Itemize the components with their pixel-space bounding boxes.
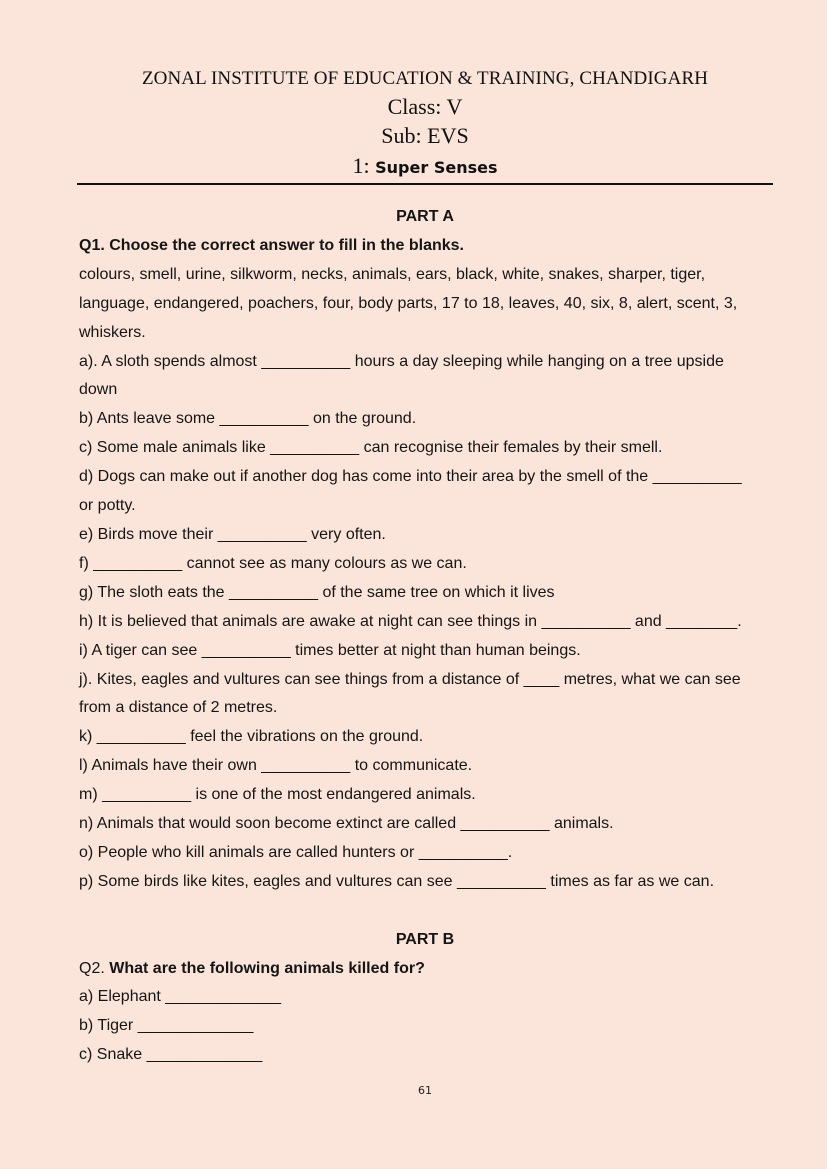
- word-bank-line: colours, smell, urine, silkworm, necks, animals, ears, black, white, snakes, sharper, tiger,: [79, 265, 706, 283]
- fill-in-blank-item-o: [79, 839, 779, 868]
- fill-in-blank-item-m: [79, 781, 779, 810]
- item-line: or potty.: [79, 497, 136, 515]
- part-b-item-tiger: b) Tiger _____________: [79, 1017, 254, 1035]
- fill-in-blank-item-l: [79, 752, 779, 781]
- part-b-item-elephant: a) Elephant _____________: [79, 988, 281, 1006]
- class-label: Class: V: [387, 94, 463, 119]
- word-bank-line: language, endangered, poachers, four, body parts, 17 to 18, leaves, 40, six, 8, alert, scent, 3,: [79, 294, 738, 312]
- item-line: l) Animals have their own __________ to communicate.: [79, 757, 473, 775]
- fill-in-blank-item-e: [79, 521, 779, 550]
- item-line: c) Some male animals like __________ can recognise their females by their smell.: [79, 439, 663, 457]
- subject-label: Sub: EVS: [381, 123, 469, 148]
- item-line: a). A sloth spends almost __________ hours a day sleeping while hanging on a tree upside: [79, 352, 724, 370]
- item-line: b) Ants leave some __________ on the ground.: [79, 410, 417, 428]
- chapter-title: Super Senses: [375, 158, 498, 177]
- fill-in-blank-item-f: [79, 550, 779, 579]
- page-number: 61: [418, 1084, 432, 1097]
- fill-in-blank-item-i: [79, 637, 779, 666]
- item-line: from a distance of 2 metres.: [79, 699, 278, 717]
- fill-in-blank-item-p: [79, 868, 779, 897]
- chapter-number: 1:: [352, 153, 370, 178]
- fill-in-blank-item-d: [79, 463, 779, 521]
- chapter-heading: [0, 153, 827, 179]
- item-line: d) Dogs can make out if another dog has come into their area by the smell of the __________: [79, 468, 742, 486]
- fill-in-blank-item-g: [79, 579, 779, 608]
- fill-in-blank-list: [79, 348, 779, 897]
- fill-in-blank-item-h: [79, 608, 779, 637]
- worksheet-content: [79, 203, 779, 1070]
- item-line: m) __________ is one of the most endangered animals.: [79, 786, 476, 804]
- item-line: h) It is believed that animals are awake at night can see things in __________ and ________.: [79, 612, 742, 630]
- fill-in-blank-item-j: [79, 666, 779, 724]
- question-2-text: What are the following animals killed for?: [109, 959, 425, 977]
- item-line: f) __________ cannot see as many colours as we can.: [79, 554, 467, 572]
- question-2-number: Q2.: [79, 959, 105, 977]
- item-line: e) Birds move their __________ very often.: [79, 525, 386, 543]
- section-spacer: [79, 897, 779, 926]
- item-line: k) __________ feel the vibrations on the ground.: [79, 728, 424, 746]
- item-line: p) Some birds like kites, eagles and vultures can see __________ times as far as we can.: [79, 872, 715, 890]
- header-divider: [77, 183, 773, 185]
- item-line: n) Animals that would soon become extinct are called __________ animals.: [79, 815, 614, 833]
- part-b-item-snake: c) Snake _____________: [79, 1046, 263, 1064]
- fill-in-blank-item-n: [79, 810, 779, 839]
- word-bank-line: whiskers.: [79, 323, 146, 341]
- item-line: j). Kites, eagles and vultures can see things from a distance of ____ metres, what we can see: [79, 670, 741, 688]
- word-bank: [79, 261, 779, 348]
- fill-in-blank-item-a: [79, 348, 779, 406]
- fill-in-blank-item-c: [79, 434, 779, 463]
- part-b-list: [79, 983, 779, 1070]
- part-a-title: PART A: [396, 208, 454, 225]
- item-line: down: [79, 381, 118, 399]
- fill-in-blank-item-b: [79, 405, 779, 434]
- question-1-title: Q1. Choose the correct answer to fill in the blanks.: [79, 236, 464, 254]
- item-line: g) The sloth eats the __________ of the same tree on which it lives: [79, 583, 555, 601]
- institute-name: ZONAL INSTITUTE OF EDUCATION & TRAINING, CHANDIGARH: [141, 68, 709, 89]
- fill-in-blank-item-k: [79, 723, 779, 752]
- item-line: i) A tiger can see __________ times better at night than human beings.: [79, 641, 581, 659]
- item-line: o) People who kill animals are called hunters or __________.: [79, 843, 513, 861]
- question-2-title: [79, 955, 779, 984]
- part-b-title: PART B: [395, 930, 455, 948]
